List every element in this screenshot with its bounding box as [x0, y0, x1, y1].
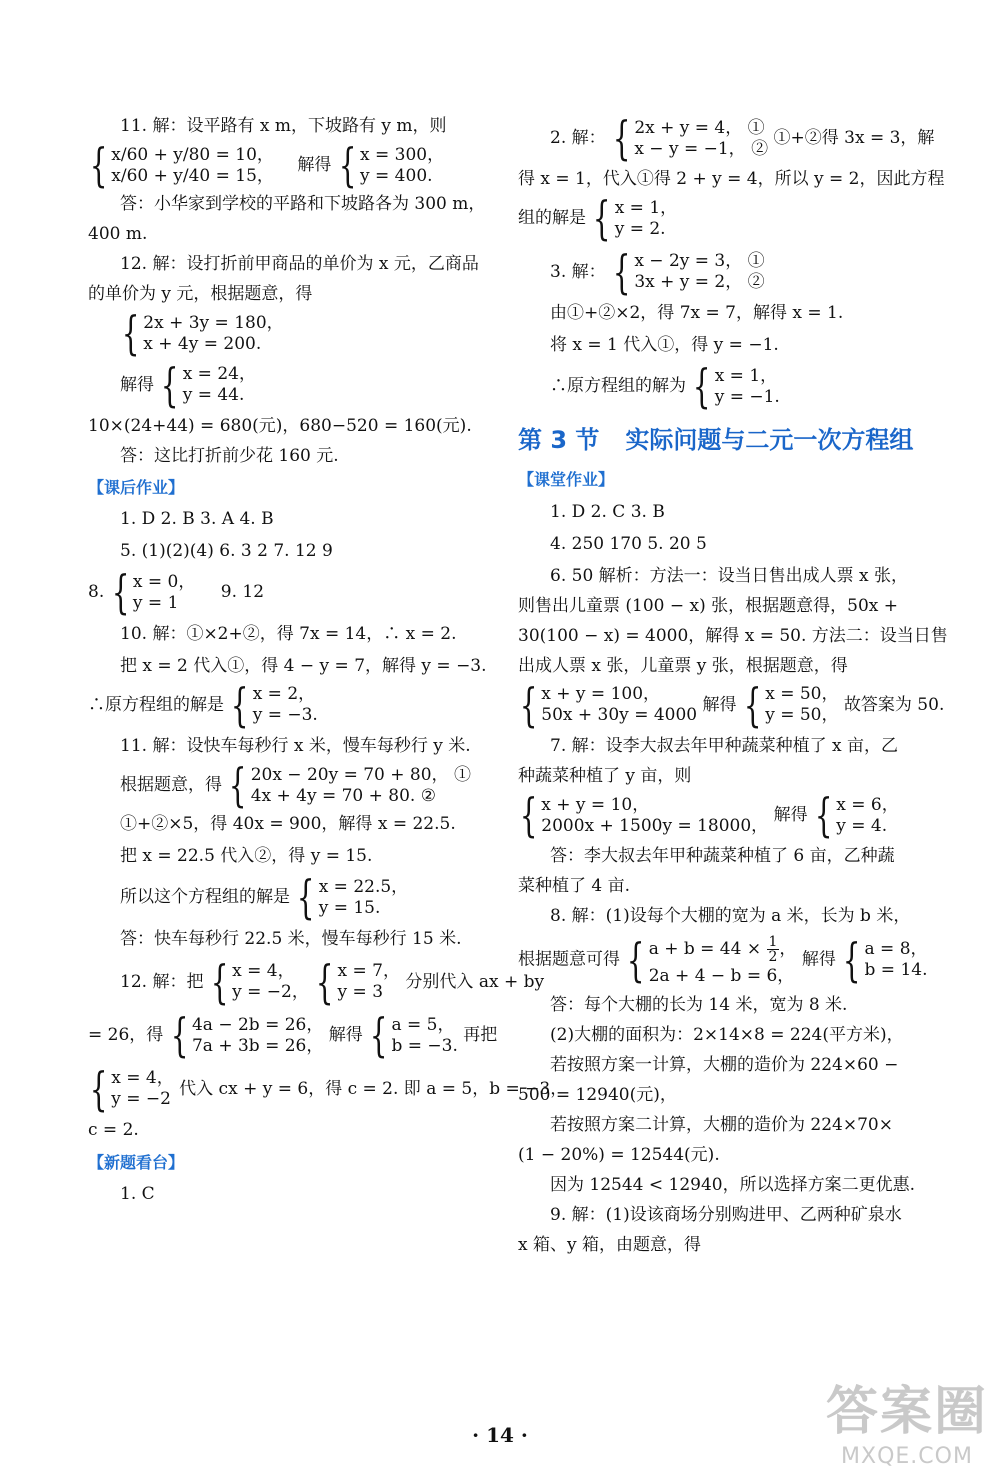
problem-12-head: 12. 解：设打折前甲商品的单价为 x 元，乙商品: [120, 254, 479, 275]
fraction: $\frac{1}{2}$: [768, 934, 778, 966]
problem-3: 3. 解： { x − 2y = 3， ① 3x + y = 2， ②: [550, 244, 765, 299]
right-column: 2. 解： { 2x + y = 4， ① x − y = −1， ② ①+②得 3x = 3，解 得 x = 1，代入①得 2 + y = 4，所以 y = 2，因此方程 组的解是 { x = 1， y = 2. 3. 解： { x − 2y = 3， ① 3x + y = 2， ② 由①+②×2，得 7x = 7，解得 x = 1. 将 x = 1 代入①，得 y = −1. ∴原方程组的解为 { x = 1， y = −1. 第 3 节 实际问题与二元一次方程组 【课堂作业】 1. D 2. C 3. B 4. 250 170 5. 20 5 6. 50 解析：方法一：设当日售出成人票 x 张， 则售出儿童票 (100 − x) 张，根据题意得，50x + 30(100 − x) = 4000，解得 x = 50. 方法二：设当日售 出成人票 x 张，儿童票 y 张，根据题意，得 { x + y = 100， 50x + 30y = 4000 解得 { x = 50， y = 50， 故答案为 50. 7. 解：设李大叔去年甲种蔬菜种植了 x 亩，乙 种蔬菜种植了 y 亩，则 { x + y = 10， 2000x + 1500y = 18000， 解得 { x = 6， y = 4. 答：李大叔去年甲种蔬菜种植了 6 亩，乙种蔬 菜种植了 4 亩. 8. 解：(1)设每个大棚的宽为 a 米，长为 b 米， 根据题意可得 { a + b = 44 × $\frac{1}{2}$ ， 2a + 4 − b = 6， 解得 { a = 8， b = 14. 答：每个大棚的长为 14 米，宽为 8 米. (2)大棚的面积为：2×14×8 = 224(平方米)， 若按照方案一计算，大棚的造价为 224×60 − 500 = 12940(元)， 若按照方案二计算，大棚的造价为 224×70× (1 − 20%) = 12544(元). 因为 12544 < 12940，所以选择方案二更优惠. 9. 解：(1)设该商场分别购进甲、乙两种矿泉水 x 箱、y 箱，由题意，得: [518, 111, 948, 1256]
section-title: 第 3 节 实际问题与二元一次方程组: [518, 425, 914, 454]
answer-12: 答：这比打折前少花 160 元.: [120, 446, 339, 467]
section-tag-homework: 【课后作业】: [88, 478, 185, 498]
page-number: · 14 ·: [472, 1423, 528, 1447]
problem-11-system: { x/60 + y/80 = 10， x/60 + y/40 = 15， 解得 { x = 300， y = 400.: [89, 138, 445, 192]
watermark-logo: 答案圈 MXQE.COM: [825, 1382, 988, 1469]
problem-11-head: 11. 解：设平路有 x m，下坡路有 y m，则: [120, 116, 447, 136]
brace: {: [89, 138, 108, 192]
answer-11: 答：小华家到学校的平路和下坡路各为 300 m，: [120, 194, 486, 215]
problem-2: 2. 解： { 2x + y = 4， ① x − y = −1， ② ①+②得 3x = 3，解: [550, 111, 935, 165]
section-tag-new: 【新题看台】: [88, 1152, 185, 1172]
section-tag-class: 【课堂作业】: [518, 469, 615, 489]
left-column: 11. 解：设平路有 x m，下坡路有 y m，则 { x/60 + y/80 = 10， x/60 + y/40 = 15， 解得 { x = 300， y = 400. 答：小华家到学校的平路和下坡路各为 300 m， 400 m. 12. 解：设打折前甲商品的单价为 x 元，乙商品 的单价为 y 元，根据题意，得 { 2x + 3y = 180， x + 4y = 200. 解得 { x = 24， y = 44. 10×(24+44) = 680(元)，680−520 = 160(元). 答：这比打折前少花 160 元. 【课后作业】 1. D 2. B 3. A 4. B 5. (1)(2)(4) 6. 3 2 7. 12 9 8. { x = 0， y = 1 9. 12 10. 解：①×2+②，得 7x = 14，∴ x = 2. 把 x = 2 代入①，得 4 − y = 7，解得 y = −3. ∴原方程组的解是 { x = 2， y = −3. 11. 解：设快车每秒行 x 米，慢车每秒行 y 米. 根据题意，得 { 20x − 20y = 70 + 80， ① 4x + 4y = 70 + 80. ② ①+②×5，得 40x = 900，解得 x = 22.5. 把 x = 22.5 代入②，得 y = 15. 所以这个方程组的解是 { x = 22.5， y = 15. 答：快车每秒行 22.5 米，慢车每秒行 15 米. 12. 解：把 { x = 4， y = −2， { x = 7， y = 3 分别代入 ax + by = 26，得 { 4a − 2b = 26， 7a + 3b = 26， 解得 { a = 5， b = −3. 再把 { x = 4， y = −2 代入 cx + y = 6，得 c = 2. 即 a = 5，b = −3， c = 2. 【新题看台】 1. C: [88, 116, 568, 1204]
problem-12-system: { 2x + 3y = 180， x + 4y = 200.: [121, 306, 284, 361]
